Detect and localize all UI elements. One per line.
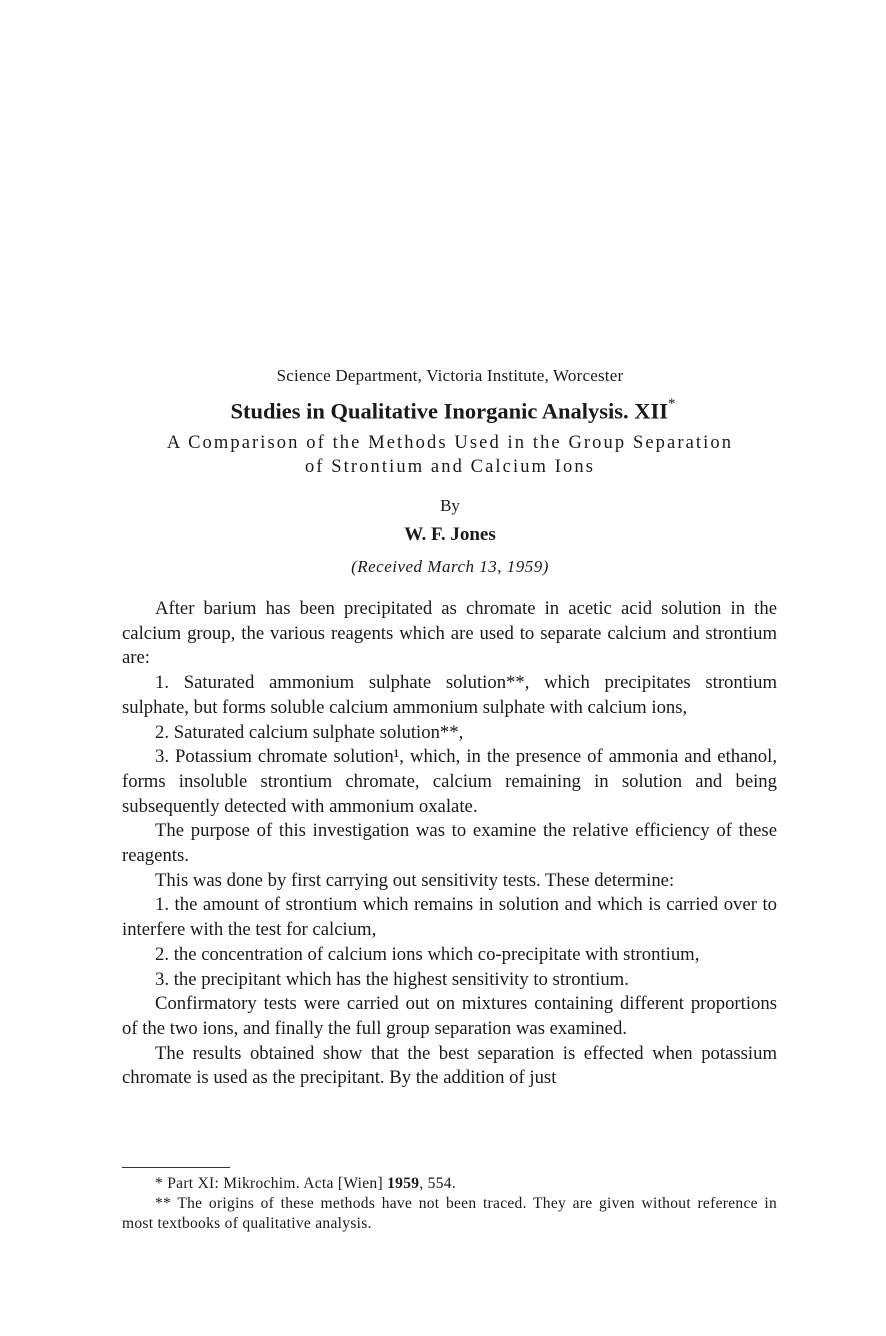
footnotes <box>122 1174 777 1234</box>
body-paragraph: 1. the amount of strontium which remains in solution and which is carried over to interfere with the test for calcium, <box>122 894 777 941</box>
affiliation: Science Department, Victoria Institute, Worcester <box>276 366 624 385</box>
body-paragraph: 3. Potassium chromate solution¹, which, in the presence of ammonia and ethanol, forms insoluble strontium chromate, calcium remaining in solution and being subsequently detected with ammonium oxalate. <box>122 746 777 817</box>
title-footnote-mark: * <box>668 396 676 412</box>
subtitle-line-2: of Strontium and Calcium Ions <box>304 457 596 477</box>
byline-by: By <box>440 496 460 515</box>
footnote-1 <box>122 1174 777 1194</box>
body-paragraph: The purpose of this investigation was to examine the relative efficiency of these reagents. <box>122 820 777 867</box>
received-date: (Received March 13, 1959) <box>351 557 549 576</box>
body-paragraph: 2. Saturated calcium sulphate solution**, <box>155 721 464 743</box>
footnote-1-pages: , 554. <box>419 1175 457 1192</box>
article-title-text: Studies in Qualitative Inorganic Analysis. XII <box>230 398 669 424</box>
body-paragraph: 1. Saturated ammonium sulphate solution**, which precipitates strontium sulphate, but forms soluble calcium ammonium sulphate with calcium ions, <box>122 672 777 718</box>
article-title <box>0 398 886 425</box>
body-paragraph: This was done by first carrying out sensitivity tests. These determine: <box>155 869 675 891</box>
footnote-1-year: 1959 <box>387 1175 420 1192</box>
author-name: W. F. Jones <box>404 524 496 545</box>
subtitle-line-1: A Comparison of the Methods Used in the Group Separation <box>166 433 734 453</box>
footnote-divider <box>122 1167 230 1168</box>
footnote-2: ** The origins of these methods have not been traced. They are given without reference in most textbooks of qualitative analysis. <box>122 1195 777 1232</box>
article-body <box>122 597 777 1091</box>
body-paragraph: 2. the concentration of calcium ions which co-precipitate with strontium, <box>155 943 700 965</box>
article-subtitle <box>120 431 780 479</box>
body-paragraph: 3. the precipitant which has the highest sensitivity to strontium. <box>155 968 629 990</box>
body-paragraph: Confirmatory tests were carried out on mixtures containing different proportions of the two ions, and finally the full group separation was examined. <box>122 993 777 1039</box>
footnote-1-text: * Part XI: Mikrochim. Acta [Wien] <box>155 1175 388 1192</box>
body-paragraph: After barium has been precipitated as chromate in acetic acid solution in the calcium group, the various reagents which are used to separate calcium and strontium are: <box>122 598 777 669</box>
body-paragraph: The results obtained show that the best separation is effected when potassium chromate is used as the precipitant. By the addition of just <box>122 1042 777 1089</box>
